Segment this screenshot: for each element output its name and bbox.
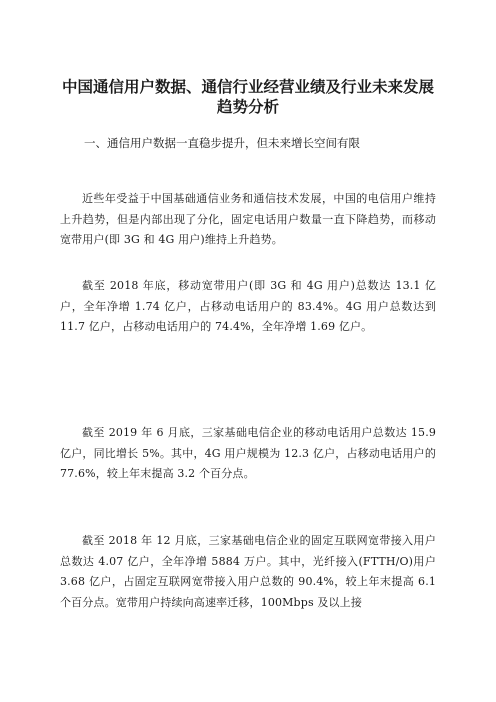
paragraph-1: 近些年受益于中国基础通信业务和通信技术发展，中国的电信用户维持上升趋势，但是内部出现了分化，固定电话用户数量一直下降趋势，而移动宽带用户(即 3G 和 4G 用户)维持上升趋势。 <box>60 192 436 246</box>
paragraph-2: 截至 2018 年底，移动宽带用户(即 3G 和 4G 用户)总数达 13.1 亿户，全年净增 1.74 亿户，占移动电话用户的 83.4%。4G 用户总数达到 11.7 亿户，占移动电话用户的 74.4%，全年净增 1.69 亿户。 <box>60 279 436 333</box>
paragraph-4: 截至 2018 年 12 月底，三家基础电信企业的固定互联网宽带接入用户总数达 4.07 亿户，全年净增 5884 万户。其中，光纤接入(FTTH/O)用户 3.68 亿户，占固定互联网宽带接入用户总数的 90.4%，较上年末提高 6.1 个百分点。宽带用户持续向高速率迁移，100Mbps 及以上接 <box>60 534 436 609</box>
document-title: 中国通信用户数据、通信行业经营业绩及行业未来发展趋势分析 <box>61 78 434 116</box>
section-heading: 一、通信用户数据一直稳步提升，但未来增长空间有限 <box>84 136 360 150</box>
paragraph-3: 截至 2019 年 6 月底，三家基础电信企业的移动电话用户总数达 15.9 亿户，同比增长 5%。其中，4G 用户规模为 12.3 亿户，占移动电话用户的 77.6%，较上年末提高 3.2 个百分点。 <box>60 426 436 480</box>
